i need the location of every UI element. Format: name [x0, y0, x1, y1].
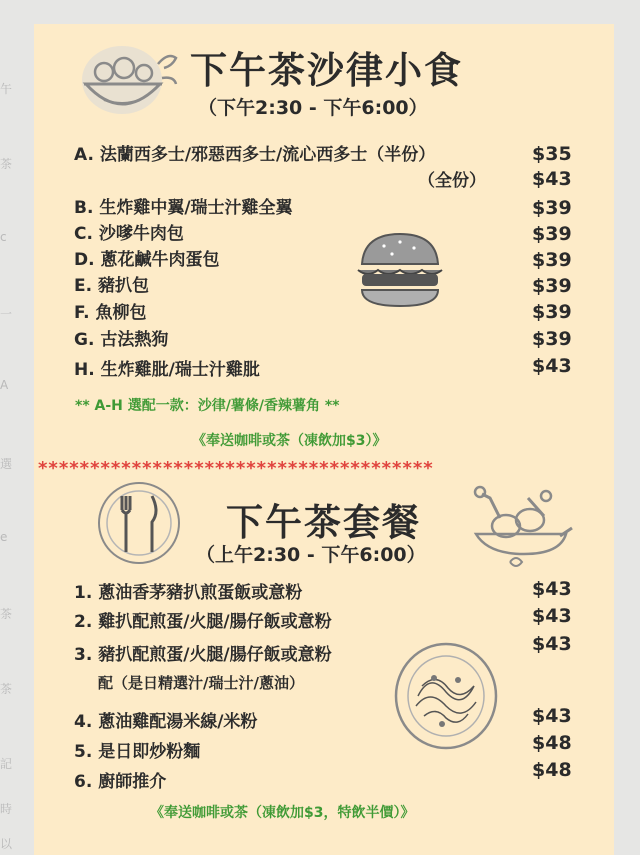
menu-item: D. 蔥花鹹牛肉蛋包	[74, 250, 220, 270]
menu-item: 1. 蔥油香茅豬扒煎蛋飯或意粉	[74, 583, 303, 603]
snack-menu-title: 下午茶沙律小食	[190, 49, 463, 92]
menu-price: $48	[532, 732, 572, 754]
spaghetti-plate-icon	[394, 640, 498, 750]
background-fragment: 茶	[0, 607, 13, 621]
background-fragment: 以	[0, 837, 13, 851]
plate-cutlery-icon	[96, 480, 182, 566]
set-menu-title: 下午茶套餐	[226, 501, 421, 544]
menu-item: 6. 廚師推介	[74, 772, 167, 792]
menu-item: G. 古法熱狗	[74, 330, 169, 350]
menu-price: $39	[532, 223, 572, 245]
menu-item: H. 生炸雞肶/瑞士汁雞肶	[74, 360, 260, 380]
menu-price: $43	[532, 633, 572, 655]
menu-item: （全份）	[418, 171, 486, 191]
burger-icon	[354, 230, 446, 310]
menu-price: $43	[532, 168, 572, 190]
background-fragment: 時	[0, 802, 13, 816]
chicken-drumstick-icon	[470, 478, 574, 576]
menu-item: 3. 豬扒配煎蛋/火腿/腸仔飯或意粉	[74, 645, 332, 665]
menu-item: E. 豬扒包	[74, 276, 149, 296]
menu-price: $43	[532, 605, 572, 627]
menu-price: $39	[532, 301, 572, 323]
menu-item: 5. 是日即炒粉麵	[74, 742, 201, 762]
menu-price: $39	[532, 275, 572, 297]
menu-price: $48	[532, 759, 572, 781]
snack-menu-hours: （下午2:30 - 下午6:00）	[198, 97, 428, 119]
menu-price: $43	[532, 355, 572, 377]
background-fragment: A	[0, 378, 9, 392]
menu-price: $39	[532, 197, 572, 219]
menu-price: $35	[532, 143, 572, 165]
background-fragment: 茶	[0, 682, 13, 696]
menu-item-note: 配（是日精選汁/瑞士汁/蔥油）	[98, 674, 304, 692]
background-fragment: 記	[0, 757, 13, 771]
menu-price: $43	[532, 578, 572, 600]
side-option-note: ** A-H 選配一款：沙律/薯條/香辣薯角 **	[75, 398, 340, 414]
set-menu-hours: （上午2:30 - 下午6:00）	[196, 544, 426, 566]
drink-offer: 《奉送咖啡或茶（凍飲加$3）》	[192, 433, 387, 449]
menu-item: C. 沙嗲牛肉包	[74, 224, 184, 244]
background-fragment: 茶	[0, 157, 13, 171]
background-fragment: 午	[0, 82, 13, 96]
salad-bowl-icon	[74, 34, 182, 124]
background-fragment: e	[0, 530, 8, 544]
background-fragment: 一	[0, 307, 13, 321]
drink-offer: 《奉送咖啡或茶（凍飲加$3，特飲半價）》	[150, 805, 415, 821]
background-fragment: c	[0, 230, 7, 244]
menu-item: 2. 雞扒配煎蛋/火腿/腸仔飯或意粉	[74, 612, 332, 632]
section-divider: **************************************	[38, 458, 434, 479]
menu-price: $39	[532, 249, 572, 271]
menu-item: A. 法蘭西多士/邪惡西多士/流心西多士（半份）	[74, 145, 436, 165]
menu-item: F. 魚柳包	[74, 303, 147, 323]
menu-item: B. 生炸雞中翼/瑞士汁雞全翼	[74, 198, 293, 218]
menu-price: $39	[532, 328, 572, 350]
menu-price: $43	[532, 705, 572, 727]
menu-item: 4. 蔥油雞配湯米線/米粉	[74, 712, 258, 732]
background-fragment: 選	[0, 457, 13, 471]
